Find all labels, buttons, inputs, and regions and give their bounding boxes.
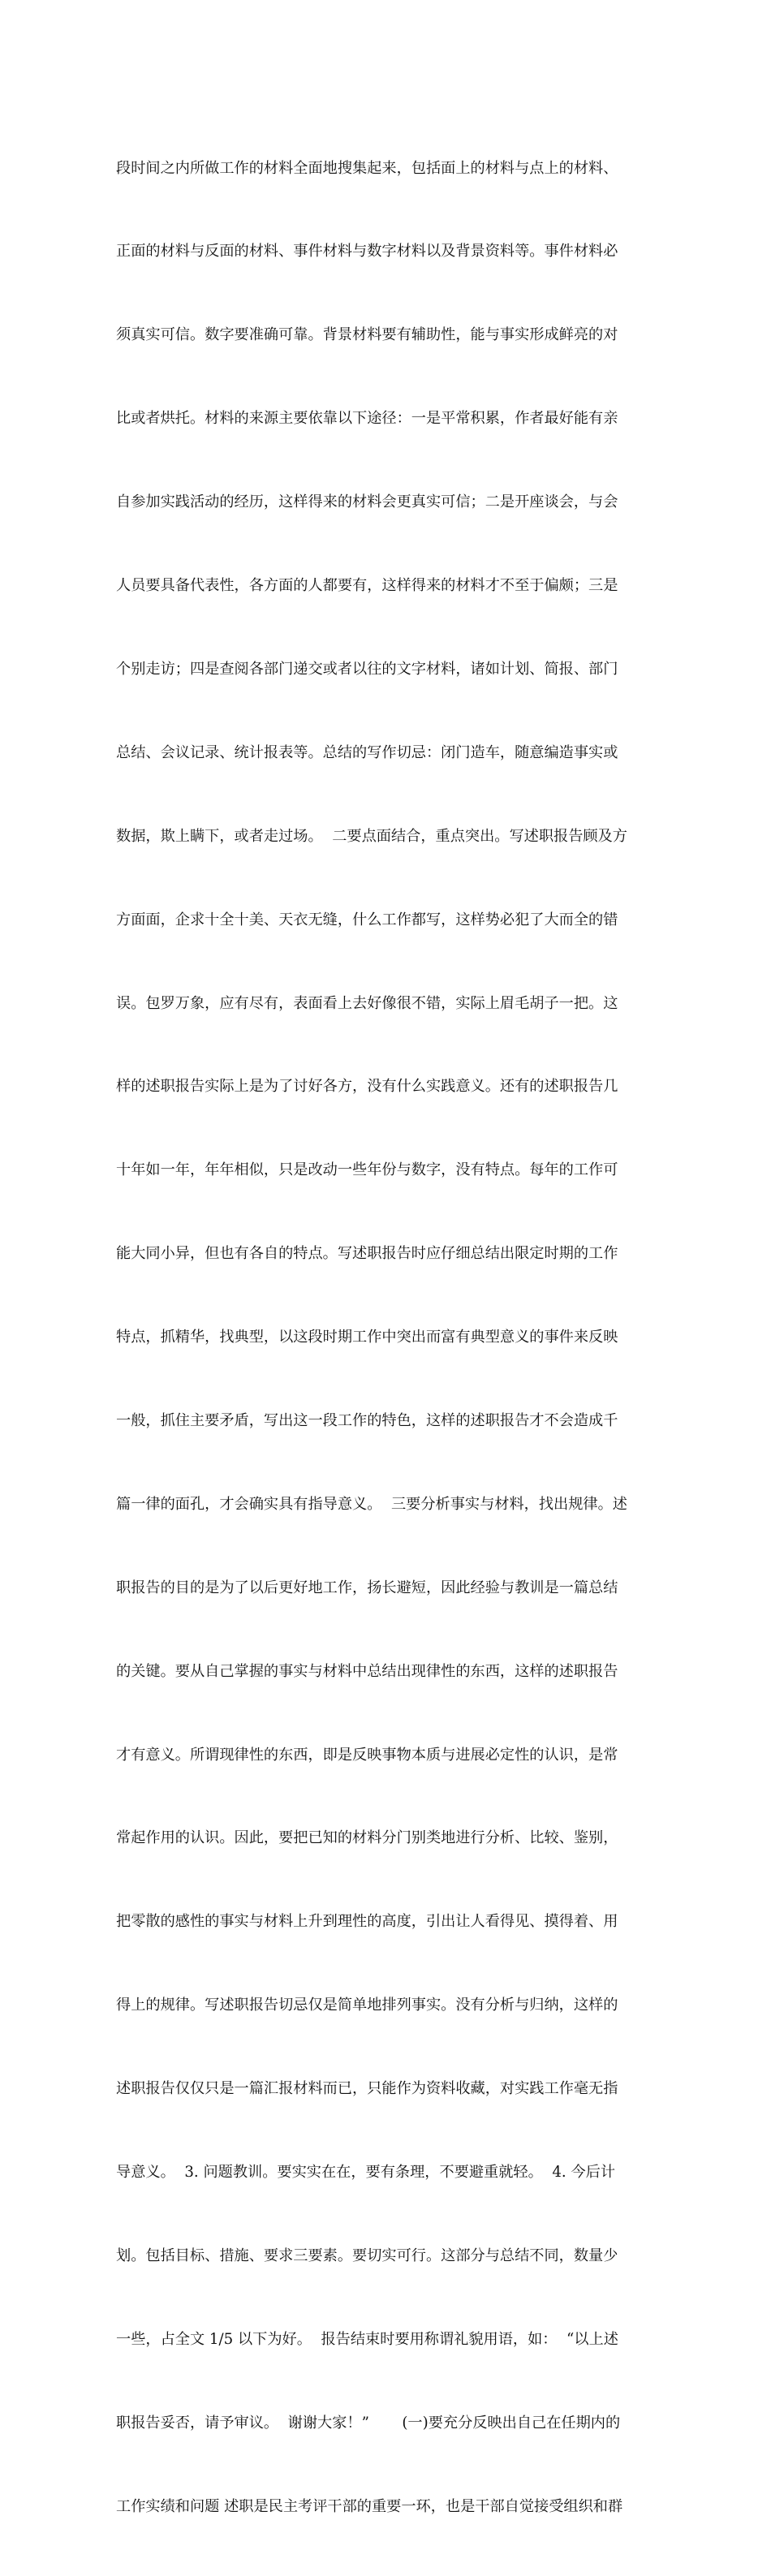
- text-line: 得上的规律。写述职报告切忌仅是简单地排列事实。没有分析与归纳，这样的: [116, 1997, 618, 2014]
- text-line: 个别走访；四是查阅各部门递交或者以往的文字材料，诸如计划、简报、部门: [116, 660, 618, 678]
- text-line: 正面的材料与反面的材料、事件材料与数字材料以及背景资料等。事件材料必: [116, 243, 618, 261]
- text-line: 特点，抓精华，找典型，以这段时期工作中突出而富有典型意义的事件来反映: [116, 1329, 618, 1346]
- text-line: 自参加实践活动的经历，这样得来的材料会更真实可信；二是开座谈会，与会: [116, 493, 618, 511]
- text-line: 样的述职报告实际上是为了讨好各方，没有什么实践意义。还有的述职报告几: [116, 1078, 618, 1096]
- text-line: 工作实绩和问题 述职是民主考评干部的重要一环，也是干部自觉接受组织和群: [116, 2497, 623, 2515]
- text-line: 人员要具备代表性，各方面的人都要有，这样得来的材料才不至于偏颇；三是: [116, 577, 618, 595]
- text-line: 职报告妥否，请予审议。 谢谢大家！” (一)要充分反映出自己在任期内的: [116, 2414, 621, 2432]
- text-line: 能大同小异，但也有各自的特点。写述职报告时应仔细总结出限定时期的工作: [116, 1245, 618, 1263]
- text-line: 方面面，企求十全十美、天衣无缝，什么工作都写，这样势必犯了大而全的错: [116, 911, 618, 928]
- text-line: 须真实可信。数字要准确可靠。背景材料要有辅助性，能与事实形成鲜亮的对: [116, 326, 618, 344]
- text-line: 导意义。 3. 问题教训。要实实在在，要有条理，不要避重就轻。 4. 今后计: [116, 2163, 616, 2181]
- text-line: 的关键。要从自己掌握的事实与材料中总结出现律性的东西，这样的述职报告: [116, 1662, 618, 1680]
- text-line: 段时间之内所做工作的材料全面地搜集起来，包括面上的材料与点上的材料、: [116, 159, 618, 177]
- text-line: 把零散的感性的事实与材料上升到理性的高度，引出让人看得见、摸得着、用: [116, 1913, 618, 1931]
- body-text: [116, 99, 652, 2576]
- text-line: 误。包罗万象，应有尽有，表面看上去好像很不错，实际上眉毛胡子一把。这: [116, 994, 618, 1012]
- text-line: 常起作用的认识。因此，要把已知的材料分门别类地进行分析、比较、鉴别，: [116, 1829, 618, 1847]
- text-line: 职报告的目的是为了以后更好地工作，扬长避短，因此经验与教训是一篇总结: [116, 1579, 618, 1596]
- text-line: 总结、会议记录、统计报表等。总结的写作切忌：闭门造车，随意编造事实或: [116, 743, 618, 761]
- text-line: 一些，占全文 1/5 以下为好。 报告结束时要用称谓礼貌用语，如： “以上述: [116, 2330, 618, 2348]
- text-line: 数据，欺上瞒下，或者走过场。 二要点面结合，重点突出。写述职报告顾及方: [116, 827, 627, 845]
- text-line: 一般，抓住主要矛盾，写出这一段工作的特色，这样的述职报告才不会造成千: [116, 1411, 618, 1429]
- text-line: 篇一律的面孔，才会确实具有指导意义。 三要分析事实与材料，找出规律。述: [116, 1495, 627, 1513]
- text-line: 比或者烘托。材料的来源主要依靠以下途径：一是平常积累，作者最好能有亲: [116, 410, 618, 428]
- text-line: 十年如一年，年年相似，只是改动一些年份与数字，没有特点。每年的工作可: [116, 1161, 618, 1179]
- text-line: 才有意义。所谓现律性的东西，即是反映事物本质与进展必定性的认识，是常: [116, 1746, 618, 1764]
- text-line: 划。包括目标、措施、要求三要素。要切实可行。这部分与总结不同，数量少: [116, 2246, 618, 2264]
- text-line: 述职报告仅仅只是一篇汇报材料而已，只能作为资料收藏，对实践工作毫无指: [116, 2080, 618, 2098]
